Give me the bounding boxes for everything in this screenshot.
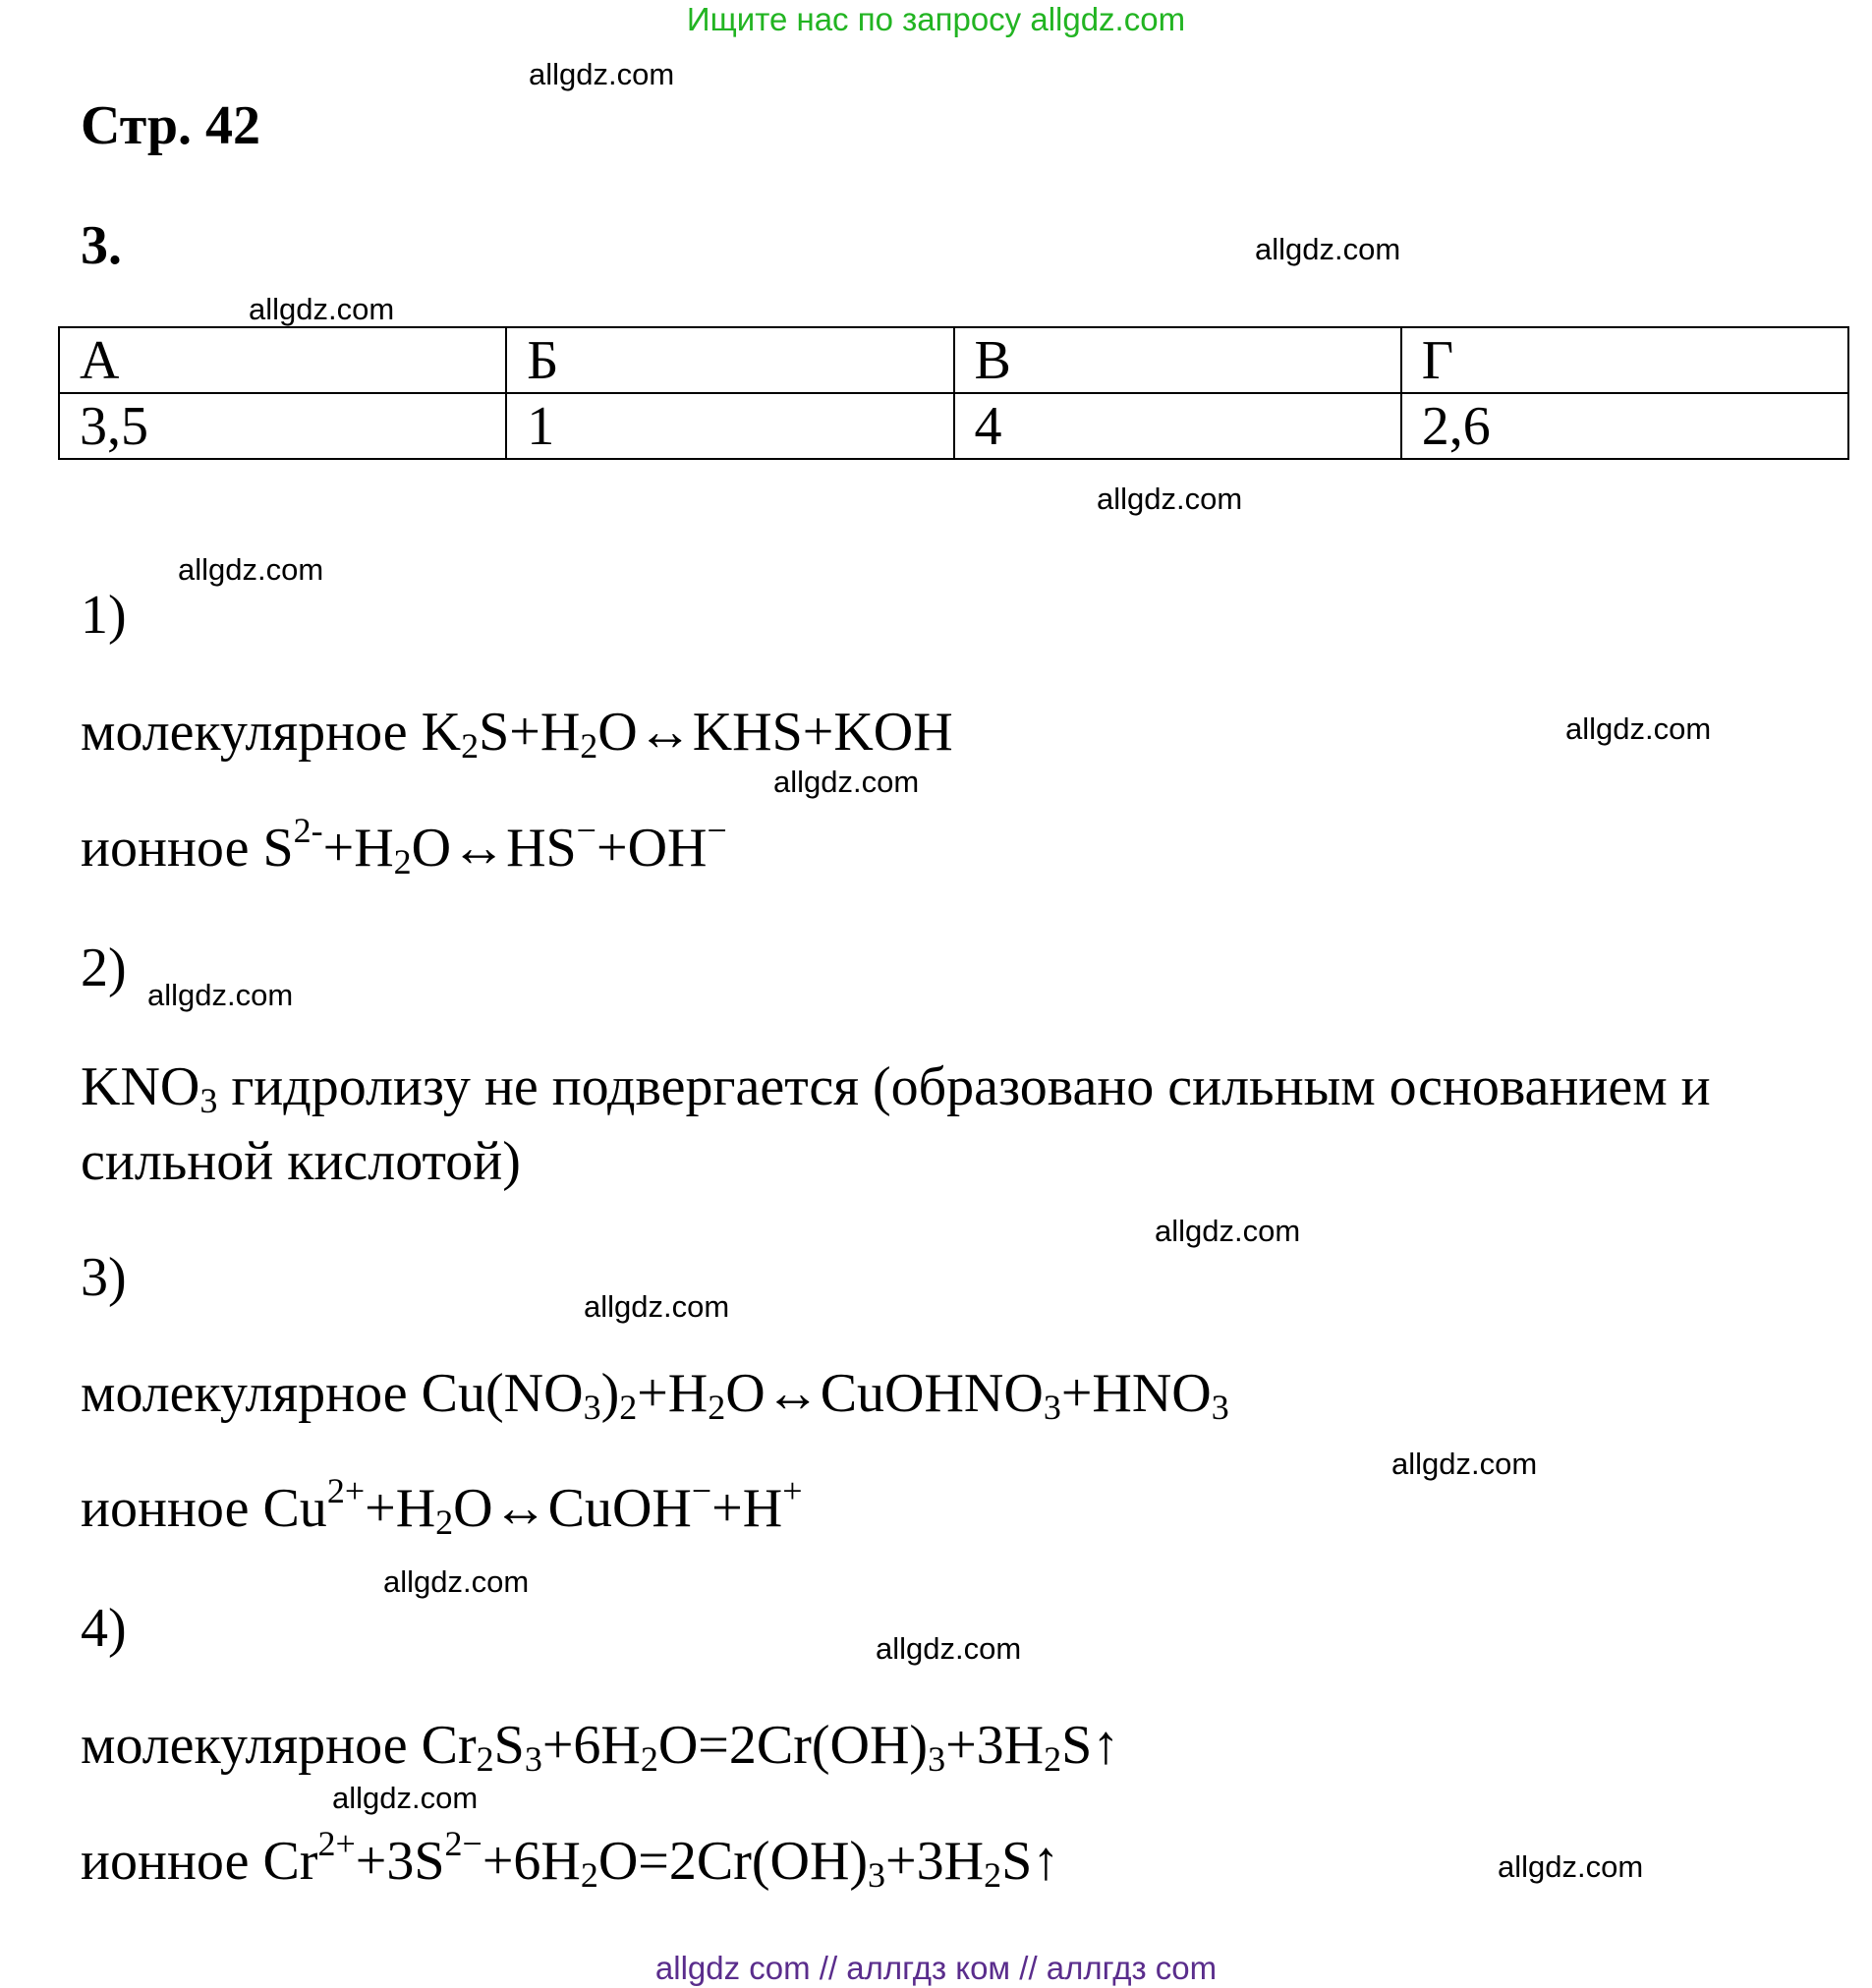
item-4-ionic-equation: ионное $Cr^{2+}+3S^{2-}+6H_2O=2Cr(OH)_3+3H_2S↑$ [81,1824,1060,1895]
watermark: allgdz.com [1097,482,1243,516]
watermark: allgdz.com [773,765,920,799]
watermark: allgdz.com [147,978,294,1012]
equation-label: молекулярное [81,702,408,763]
item-2-description: гидролизу не подвергается (образовано сильным основанием и сильной кислотой) [81,1056,1711,1192]
watermark: allgdz.com [876,1631,1022,1666]
table-value-cell: 1 [506,393,953,459]
watermark: allgdz.com [1391,1447,1538,1481]
table-header-cell: А [59,327,506,393]
watermark: allgdz.com [1155,1214,1301,1248]
equation-label: ионное [81,818,250,879]
item-4-molecular-equation: молекулярное $Cr_2S_3+6H_2O=2Cr(OH)_3+3H_2S↑$ [81,1715,1120,1779]
table-value-cell: 2,6 [1401,393,1848,459]
table-value-cell: 4 [954,393,1401,459]
table-header-cell: В [954,327,1401,393]
watermark: allgdz.com [529,57,675,91]
watermark: allgdz.com [1255,232,1401,266]
item-4-number: 4) [81,1598,127,1659]
answer-table [58,326,1849,460]
watermark: allgdz.com [332,1781,479,1815]
task-number: 3. [81,215,122,276]
item-3-number: 3) [81,1247,127,1308]
equation-label: молекулярное [81,1715,408,1776]
item-1-ionic-equation: ионное $S^{2-}+H_2O\leftrightarrow HS^-+OH^-$ [81,811,727,881]
table-header-cell: Г [1401,327,1848,393]
table-header-row [59,327,1848,393]
top-banner[interactable]: Ищите нас по запросу allgdz.com [686,1,1186,37]
equation-label: ионное [81,1478,250,1539]
table-value-cell: 3,5 [59,393,506,459]
equation-label: ионное [81,1831,250,1892]
item-3-molecular-equation: молекулярное $Cu(NO_3)_2+H_2O\leftrightarrow CuOHNO_3+HNO_3$ [81,1363,1229,1427]
item-1-number: 1) [81,585,127,646]
watermark: allgdz.com [1498,1849,1644,1884]
watermark: allgdz.com [584,1289,730,1324]
item-3-ionic-equation: ионное $Cu^{2+}+H_2O\leftrightarrow CuOH^-+H^+$ [81,1471,803,1542]
table-value-row [59,393,1848,459]
footer-links[interactable]: allgdz com // аллгдз ком // аллгдз com [654,1950,1218,1986]
watermark: allgdz.com [383,1564,530,1599]
page-label: Стр. 42 [81,95,261,156]
item-2-number: 2) [81,937,127,998]
item-2-text: $KNO_3$ гидролизу не подвергается (образовано сильным основанием и сильной кислотой) [81,1056,1711,1192]
item-1-molecular-equation: молекулярное $K_2S+H_2O\leftrightarrow KHS+KOH$ [81,702,953,766]
watermark: allgdz.com [1565,711,1712,746]
table-header-cell: Б [506,327,953,393]
equation-label: молекулярное [81,1363,408,1424]
watermark: allgdz.com [178,552,324,587]
watermark: allgdz.com [249,292,395,326]
